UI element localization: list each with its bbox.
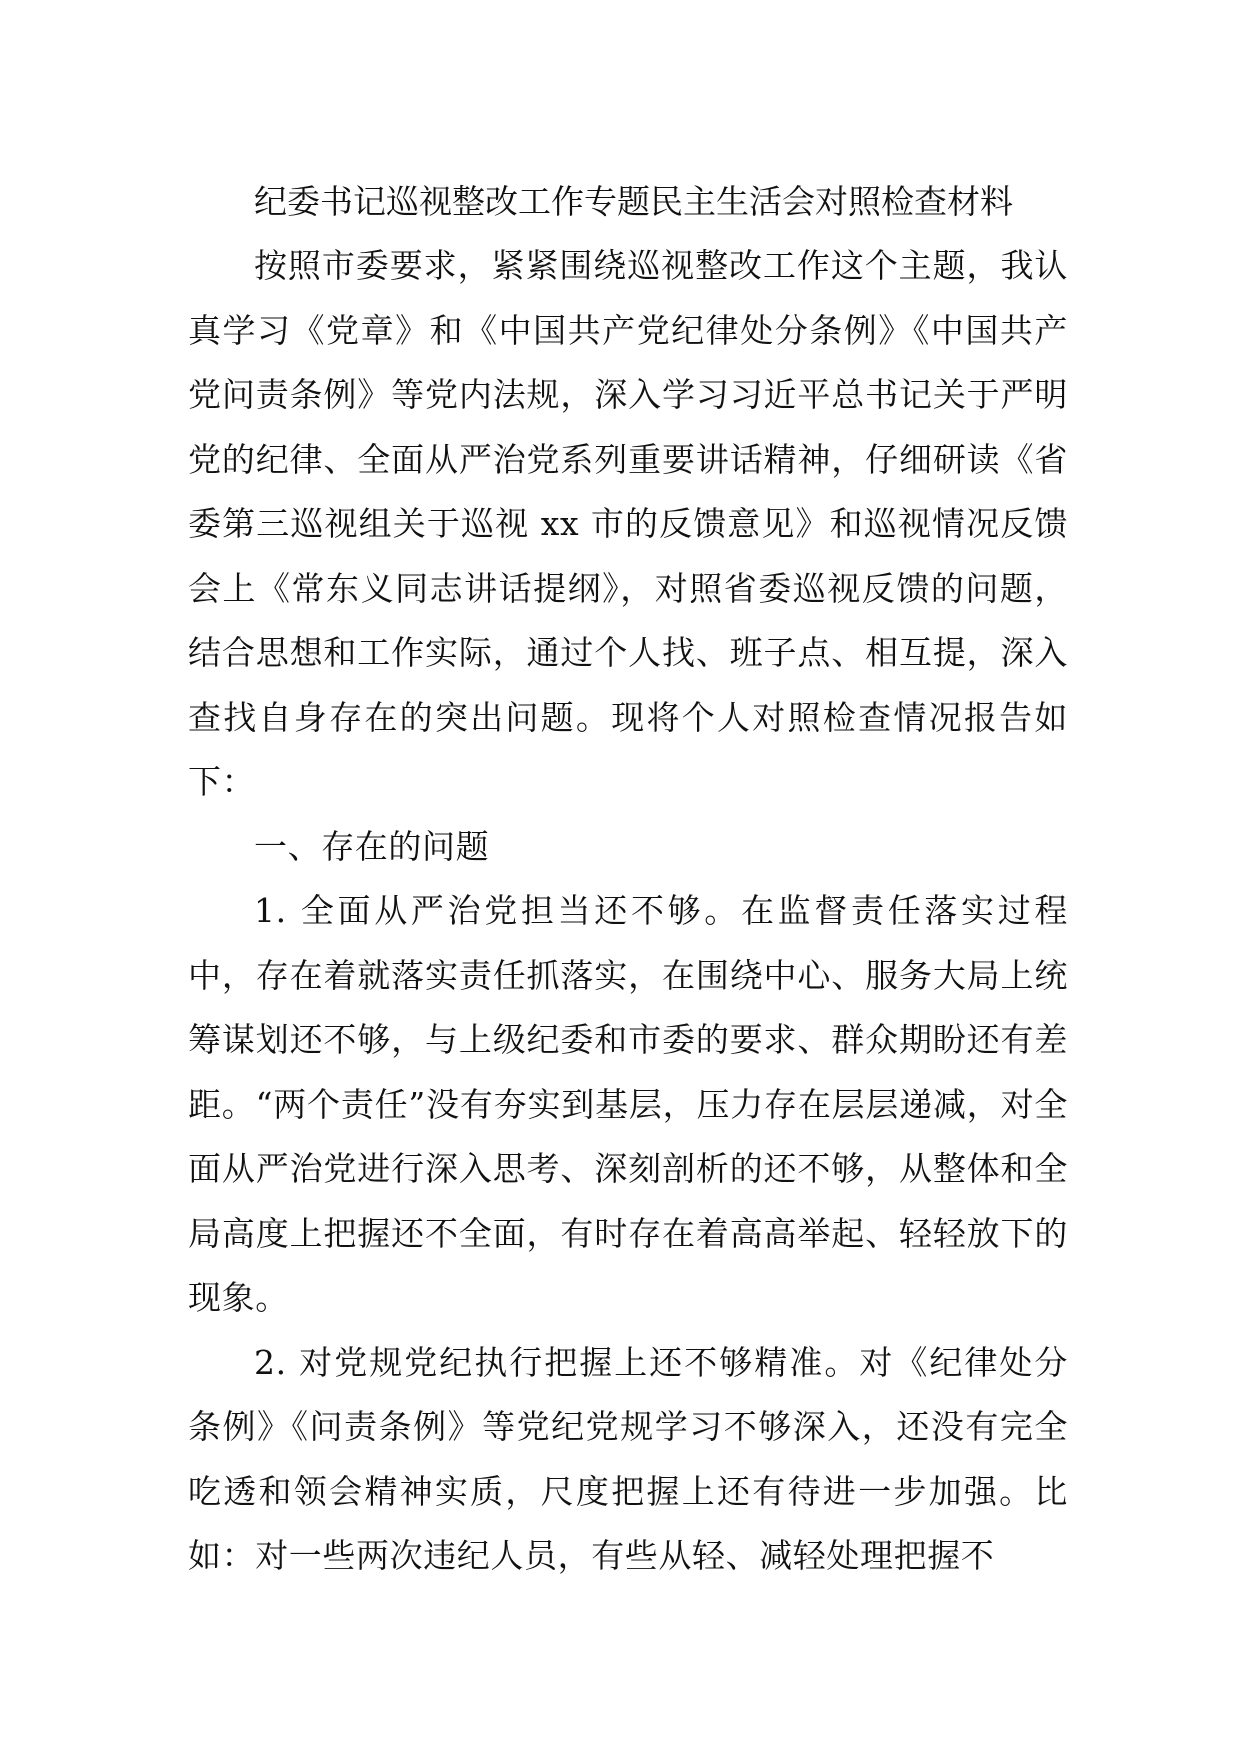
- problem-item-1: 1. 全面从严治党担当还不够。在监督责任落实过程中，存在着就落实责任抓落实，在围绕中心、服务大局上统筹谋划还不够，与上级纪委和市委的要求、群众期盼还有差距。“两个责任”没有夯实到基层，压力存在层层递减，对全面从严治党进行深入思考、深刻剖析的还不够，从整体和全局高度上把握还不全面，有时存在着高高举起、轻轻放下的现象。: [188, 891, 1068, 1317]
- problem-item-2: 2. 对党规党纪执行把握上还不够精准。对《纪律处分条例》《问责条例》等党纪党规学习不够深入，还没有完全吃透和领会精神实质，尺度把握上还有待进一步加强。比如：对一些两次违纪人员，有些从轻、减轻处理把握不: [188, 1342, 1068, 1575]
- intro-paragraph: 按照市委要求，紧紧围绕巡视整改工作这个主题，我认真学习《党章》和《中国共产党纪律处分条例》《中国共产党问责条例》等党内法规，深入学习习近平总书记关于严明党的纪律、全面从严治党系列重要讲话精神，仔细研读《省委第三巡视组关于巡视 xx 市的反馈意见》和巡视情况反馈会上《常东义同志讲话提纲》，对照省委巡视反馈的问题，结合思想和工作实际，通过个人找、班子点、相互提，深入查找自身存在的突出问题。现将个人对照检查情况报告如下：: [188, 246, 1068, 801]
- document-title: 纪委书记巡视整改工作专题民主生活会对照检查材料: [254, 182, 1013, 221]
- document-body: [188, 170, 1068, 1589]
- section-heading-problems: 一、存在的问题: [254, 826, 490, 866]
